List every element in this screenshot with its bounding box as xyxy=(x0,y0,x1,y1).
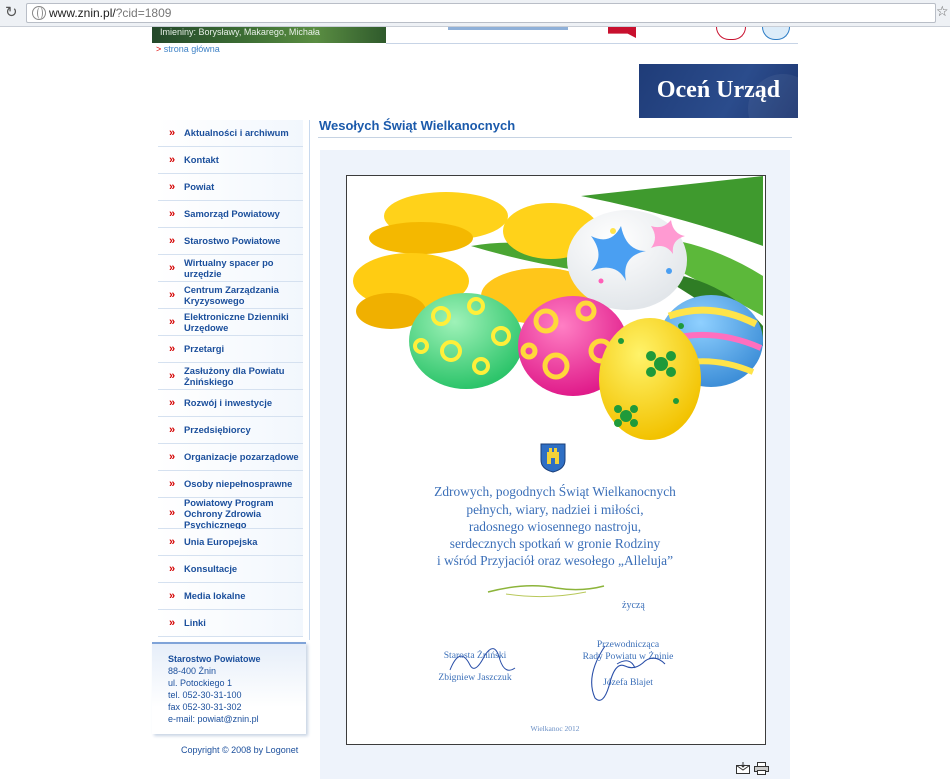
red-arrow-icon: » xyxy=(168,424,174,436)
county-crest-icon xyxy=(540,443,566,473)
sidebar-item-wirtualny-spacer[interactable]: » Wirtualny spacer po urzędzie xyxy=(158,255,303,282)
decorative-flourish xyxy=(486,580,606,602)
right-signer-name: Józefa Blajet xyxy=(603,677,653,688)
sidebar-item-starostwo[interactable]: » Starostwo Powiatowe xyxy=(158,228,303,255)
sidebar-item-konsultacje[interactable]: » Konsultacje xyxy=(158,556,303,583)
red-arrow-icon: » xyxy=(168,235,174,247)
card-date: Wielkanoc 2012 xyxy=(530,724,580,733)
logo-bar xyxy=(448,27,568,30)
red-arrow-icon: » xyxy=(168,590,174,602)
address-email[interactable]: e-mail: powiat@znin.pl xyxy=(168,714,259,724)
address-bar[interactable] xyxy=(26,3,936,23)
right-signer-role-2: Rady Powiatu w Żninie xyxy=(582,651,674,662)
red-arrow-icon: » xyxy=(168,563,174,575)
sidebar-item-niepelnosprawne[interactable]: » Osoby niepełnosprawne xyxy=(158,471,303,498)
easter-eggs-image xyxy=(351,176,763,441)
name-day-caption: Imieniny: Borysławy, Makarego, Michała xyxy=(160,27,320,37)
red-arrow-icon: » xyxy=(168,289,174,301)
sidebar-item-przedsiebiorcy[interactable]: » Przedsiębiorcy xyxy=(158,417,303,444)
rate-office-text: Oceń Urząd xyxy=(656,77,781,103)
red-arrow-icon: » xyxy=(168,316,174,328)
right-signer-role-1: Przewodnicząca xyxy=(596,639,660,650)
sidebar-item-aktualnosci[interactable]: » Aktualności i archiwum xyxy=(158,120,303,147)
rate-office-banner[interactable] xyxy=(639,64,798,118)
title-divider xyxy=(318,137,792,138)
bookmark-star-icon[interactable]: ☆ xyxy=(936,4,949,20)
sidebar-item-samorzad[interactable]: » Samorząd Powiatowy xyxy=(158,201,303,228)
greeting-line-1: Zdrowych, pogodnych Świąt Wielkanocnych xyxy=(434,484,676,499)
wish-word: życzą xyxy=(622,600,645,611)
sidebar-item-organizacje[interactable]: » Organizacje pozarządowe xyxy=(158,444,303,471)
left-signature-scribble xyxy=(440,640,520,680)
sidebar-item-linki[interactable]: » Linki xyxy=(158,610,303,637)
red-arrow-icon: » xyxy=(168,536,174,548)
sidebar-item-media[interactable]: » Media lokalne xyxy=(158,583,303,610)
sidebar-item-rozwoj[interactable]: » Rozwój i inwestycje xyxy=(158,390,303,417)
address-street: ul. Potockiego 1 xyxy=(168,678,233,688)
sidebar-item-program-zdrowia[interactable]: » Powiatowy Program Ochrony Zdrowia Psychicznego xyxy=(158,498,303,529)
red-arrow-icon: » xyxy=(168,181,174,193)
home-link[interactable]: > strona główna xyxy=(156,44,220,54)
print-icon[interactable] xyxy=(754,762,769,775)
red-arrow-icon: » xyxy=(168,343,174,355)
address-title: Starostwo Powiatowe xyxy=(168,654,261,664)
red-arrow-icon: » xyxy=(168,451,174,463)
left-signer-role: Starosta Żniński xyxy=(443,650,507,661)
address-box xyxy=(152,642,306,734)
red-arrow-icon: » xyxy=(168,397,174,409)
left-signer-name: Zbigniew Jaszczuk xyxy=(438,672,512,683)
sidebar-item-unia[interactable]: » Unia Europejska xyxy=(158,529,303,556)
reload-icon[interactable]: ↻ xyxy=(5,3,18,21)
address-phone: tel. 052-30-31-100 xyxy=(168,690,242,700)
red-arrow-icon: » xyxy=(168,478,174,490)
globe-icon xyxy=(32,6,46,20)
page-title: Wesołych Świąt Wielkanocnych xyxy=(319,118,516,133)
sidebar-item-centrum-kryzysowe[interactable]: » Centrum Zarządzania Kryzysowego xyxy=(158,282,303,309)
red-arrow-icon: » xyxy=(168,127,174,139)
address-city: 88-400 Żnin xyxy=(168,666,217,676)
greeting-line-5: i wśród Przyjaciół oraz wesołego „Alleluja” xyxy=(436,553,674,568)
greeting-line-4: serdecznych spotkań w gronie Rodziny xyxy=(449,536,661,551)
url-text: www.znin.pl/?cid=1809 xyxy=(49,6,172,20)
sidebar-item-przetargi[interactable]: » Przetargi xyxy=(158,336,303,363)
red-arrow-icon: » xyxy=(168,617,174,629)
red-arrow-icon: » xyxy=(168,262,174,274)
email-icon[interactable] xyxy=(736,762,750,774)
sidebar-item-powiat[interactable]: » Powiat xyxy=(158,174,303,201)
red-arrow-icon: » xyxy=(168,507,174,519)
greeting-line-3: radosnego wiosennego nastroju, xyxy=(468,519,642,534)
sidebar-item-kontakt[interactable]: » Kontakt xyxy=(158,147,303,174)
red-arrow-icon: » xyxy=(168,370,174,382)
right-signature-scribble xyxy=(575,636,675,706)
sidebar-nav xyxy=(152,120,310,640)
red-arrow-icon: » xyxy=(168,154,174,166)
greeting-line-2: pełnych, wiary, nadziei i miłości, xyxy=(466,502,644,517)
sidebar-item-zasluzony[interactable]: » Zasłużony dla Powiatu Żnińskiego xyxy=(158,363,303,390)
tulip-shape xyxy=(369,222,473,254)
address-fax: fax 052-30-31-302 xyxy=(168,702,242,712)
sidebar-item-dzienniki[interactable]: » Elektroniczne Dzienniki Urzędowe xyxy=(158,309,303,336)
red-arrow-icon: » xyxy=(168,208,174,220)
copyright-text: Copyright © 2008 by Logonet xyxy=(181,745,299,755)
